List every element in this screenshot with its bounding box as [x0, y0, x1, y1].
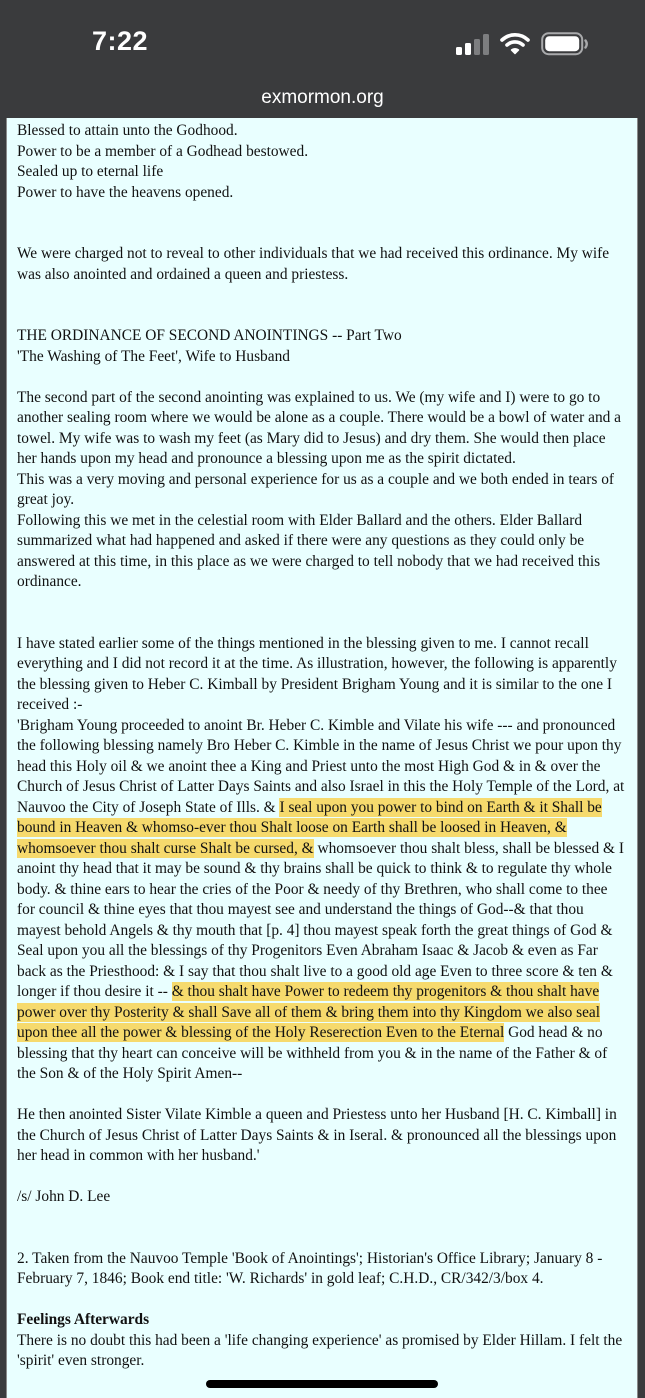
- document-page: [6, 118, 638, 1398]
- footnote: 2. Taken from the Nauvoo Temple 'Book of Anointings'; Historian's Office Library; January 8 - February 7, 1846; Book end title: 'W. Richards' in gold leaf; C.H.D., CR/342/3/box 4.: [17, 1249, 603, 1287]
- wifi-icon: [500, 31, 530, 55]
- paragraph-charged: We were charged not to reveal to other individuals that we had received this ordinance. My wife was also anointed and ordained a queen and priestess.: [17, 245, 610, 283]
- quote-text: 'Brigham Young proceeded to anoint Br. Heber C. Kimble and Vilate his wife --- and pronounced the following blessing namely Bro Heber C. Kimble in the name of Jesus Christ we pour upon thy head this Holy oil & we anoint thee a King and Priest unto the most High God & in & over the Church of Jesus Christ of Latter Days Saints and also Israel in this the Holy Temple of the Lord, at Nauvoo the City of Joseph State of Ills. &: [17, 716, 625, 816]
- paragraph-stated: I have stated earlier some of the things mentioned in the blessing given to me. I cannot recall everything and I did not record it at the time. As illustration, however, the following is apparently the blessing given to Heber C. Kimball by President Brigham Young and it is similar to the one I received :-: [17, 634, 617, 713]
- quote-text: God head & no blessing that thy heart can conceive will be withheld from you & in the name of the Father & of the Son & of the Holy Spirit Amen--: [17, 1024, 608, 1082]
- paragraph-vilate: He then anointed Sister Vilate Kimble a queen and Priestess unto her Husband [H. C. Kimball] in the Church of Jesus Christ of Latter Days Saints & in Iseral. & pronounced all the blessings upon her head in common with her husband.': [17, 1106, 617, 1164]
- quote-text: whomsoever thou shalt bless, shall be blessed & I anoint thy head that it may be sound & thy brains shall be quick to think & to regulate thy whole body. & thine ears to hear the cries of the Poor & needy of thy Brethren, who shall come to thee for council & thine eyes that thou mayest see and understand the things of God--& that thou mayest behold Angels & thy mouth that [p. 4] thou mayest speak forth the great things of God & Seal upon you all the blessings of thy Progenitors Even Abraham Isaac & Jacob & even as Far back as the Priesthood: & I say that thou shalt live to a good old age Even to three score & ten & longer if thou desire it --: [17, 839, 624, 1000]
- paragraph-second-part: The second part of the second anointing was explained to us. We (my wife and I) were to go to another sealing room where we would be alone as a couple. There would be a bowl of water and a towel. My wife was to wash my feet (as Mary did to Jesus) and dry them. She would then place her hands upon my head and pronounce a blessing upon me as the spirit dictated.: [17, 388, 622, 467]
- document-body: [17, 121, 629, 1372]
- text-line: Sealed up to eternal life: [17, 163, 164, 180]
- feelings-heading: Feelings Afterwards: [17, 1311, 150, 1328]
- text-line: Blessed to attain unto the Godhood.: [17, 122, 238, 139]
- battery-icon: [541, 32, 589, 56]
- status-time: 7:22: [92, 26, 149, 56]
- status-bar: [0, 0, 645, 82]
- home-indicator[interactable]: [206, 1380, 438, 1388]
- highlighted-text: & thou shalt have Power to redeem thy progenitors & thou shalt have power over thy Posterity & shall Save all of them & bring them into thy Kingdom we also seal upon thee all the power & blessing of the Holy Reserection Even to the Eternal: [17, 983, 601, 1041]
- highlighted-text: I seal upon you power to bind on Earth & it Shall be bound in Heaven & whomso-ever thou Shalt loose on Earth shall be loosed in Heaven, & whomsoever thou shalt curse Shalt be cursed, &: [17, 798, 602, 857]
- blessing-quote: [17, 716, 629, 1085]
- text-line: Power to have the heavens opened.: [17, 183, 234, 201]
- address-bar[interactable]: [0, 82, 645, 118]
- section-heading: THE ORDINANCE OF SECOND ANOINTINGS -- Part Two: [17, 327, 402, 344]
- paragraph-following: Following this we met in the celestial room with Elder Ballard and the others. Elder Ballard summarized what had happened and asked if there were any questions as they could only be answered at this time, in this place as we were charged to tell nobody that we had received this ordinance.: [17, 511, 601, 590]
- signature: /s/ John D. Lee: [17, 1188, 111, 1205]
- url-domain: exmormon.org: [261, 87, 384, 108]
- cellular-signal-icon: [456, 33, 492, 55]
- paragraph-moving: This was a very moving and personal experience for us as a couple and we both ended in tears of great joy.: [17, 470, 615, 508]
- section-subheading: 'The Washing of The Feet', Wife to Husband: [17, 347, 290, 365]
- paragraph-feelings: There is no doubt this had been a 'life changing experience' as promised by Elder Hillam. I felt the 'spirit' even stronger.: [17, 1331, 623, 1369]
- text-line: Power to be a member of a Godhead bestowed.: [17, 142, 309, 160]
